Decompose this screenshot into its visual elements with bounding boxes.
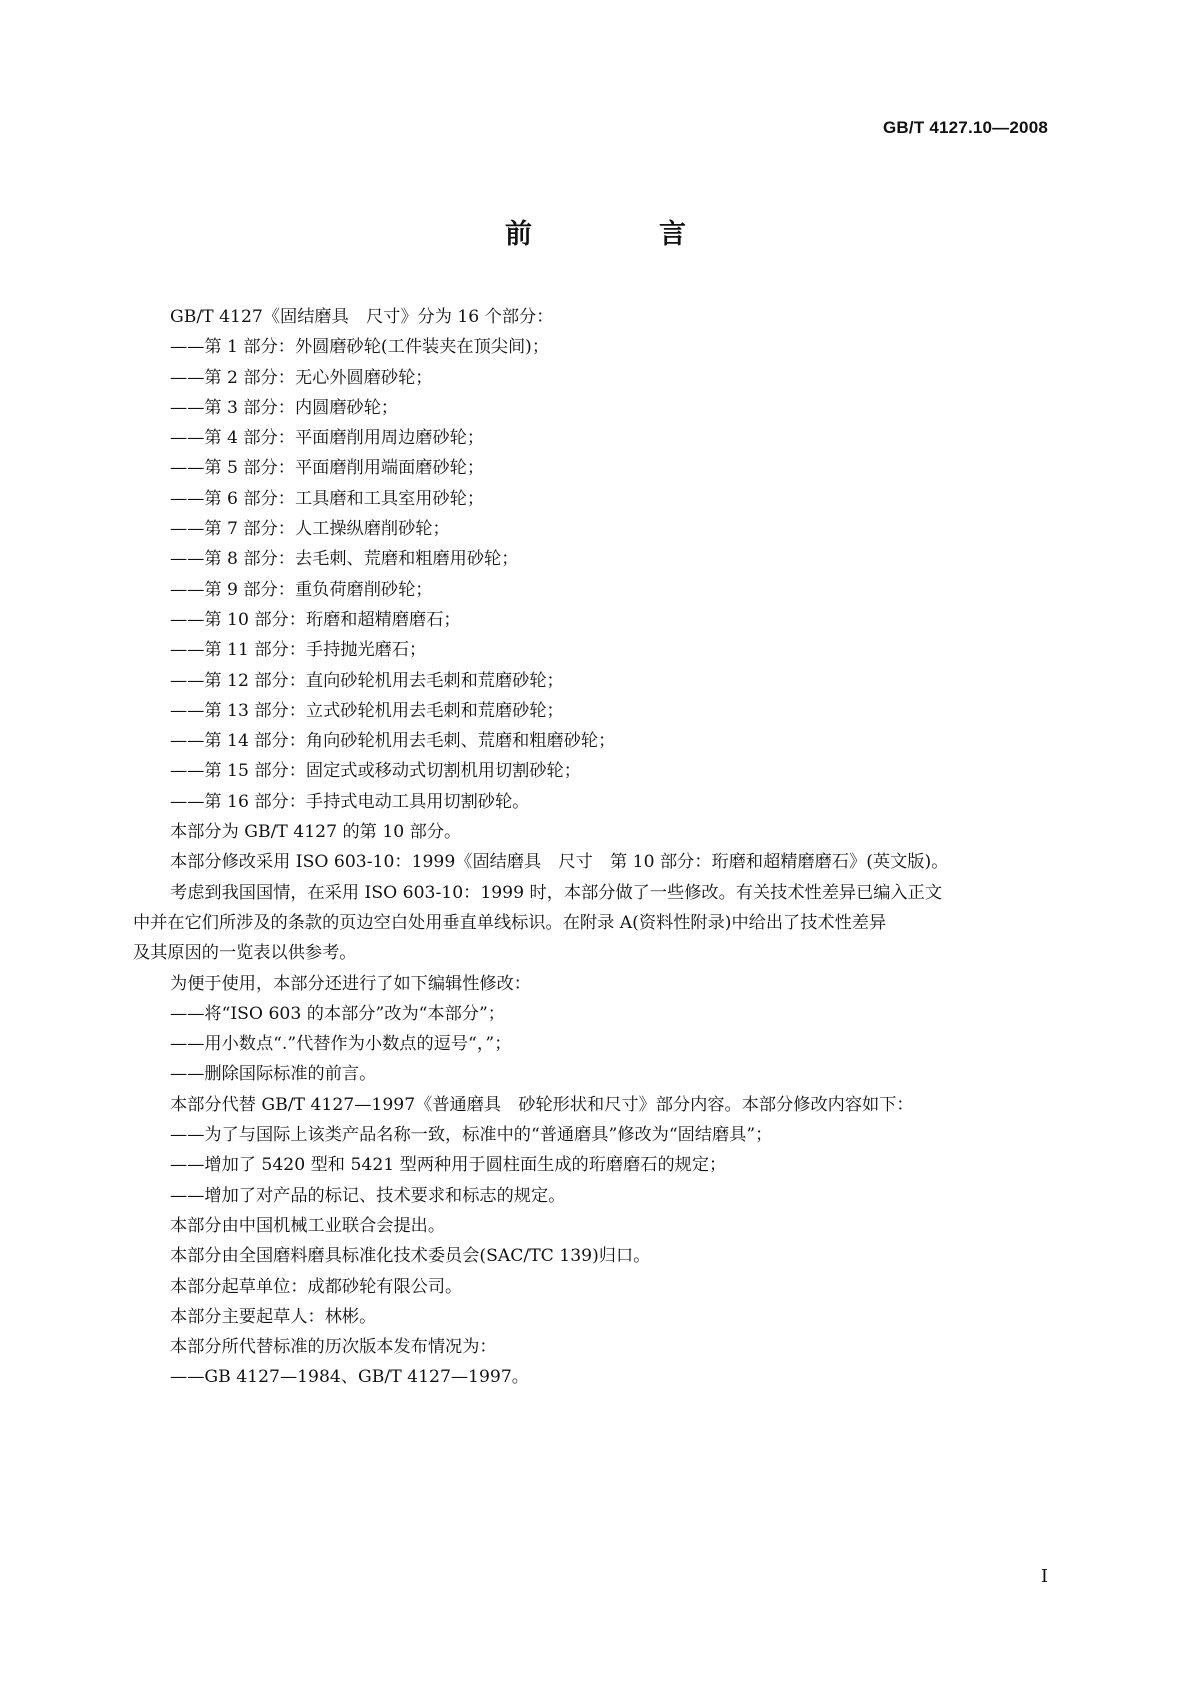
list-item: ——删除国际标准的前言。 — [170, 1064, 377, 1085]
paragraph: 本部分修改采用 ISO 603-10：1999《固结磨具 尺寸 第 10 部分：珩磨和超精磨磨石》(英文版)。 — [170, 852, 949, 873]
list-item: ——用小数点“.”代替作为小数点的逗号“，”； — [170, 1034, 512, 1055]
body-text — [133, 302, 1050, 1393]
paragraph: 本部分由中国机械工业联合会提出。 — [170, 1215, 446, 1236]
paragraph: 本部分所代替标准的历次版本发布情况为： — [170, 1337, 497, 1358]
page-title: 前 言 — [505, 219, 736, 250]
list-item: ——第 8 部分：去毛刺、荒磨和粗磨用砂轮； — [170, 549, 519, 570]
paragraph: 本部分主要起草人：林彬。 — [170, 1306, 377, 1327]
paragraph: 本部分起草单位：成都砂轮有限公司。 — [170, 1276, 463, 1297]
page-number: I — [1040, 1566, 1048, 1587]
list-item: ——第 10 部分：珩磨和超精磨磨石； — [170, 609, 461, 630]
paragraph: 本部分代替 GB/T 4127—1997《普通磨具 砂轮形状和尺寸》部分内容。本部分修改内容如下： — [170, 1094, 914, 1115]
list-item: ——增加了对产品的标记、技术要求和标志的规定。 — [170, 1185, 566, 1206]
paragraph: 本部分由全国磨料磨具标准化技术委员会(SAC/TC 139)归口。 — [170, 1246, 651, 1267]
paragraph: GB/T 4127《固结磨具 尺寸》分为 16 个部分： — [170, 307, 554, 327]
paragraph-technical-differences — [133, 878, 1050, 969]
paragraph: 本部分为 GB/T 4127 的第 10 部分。 — [170, 822, 462, 843]
standard-code: GB/T 4127.10—2008 — [883, 118, 1048, 137]
paragraph-line: 考虑到我国国情，在采用 ISO 603-10：1999 时，本部分做了一些修改。有关技术性差异已编入正文 — [170, 882, 943, 903]
list-item: ——第 16 部分：手持式电动工具用切割砂轮。 — [170, 791, 530, 812]
list-item: ——第 2 部分：无心外圆磨砂轮； — [170, 367, 433, 388]
list-item: ——第 11 部分：手持抛光磨石； — [170, 640, 427, 661]
list-item: ——第 14 部分：角向砂轮机用去毛刺、荒磨和粗磨砂轮； — [170, 731, 616, 752]
list-item: ——第 12 部分：直向砂轮机用去毛刺和荒磨砂轮； — [170, 670, 564, 691]
list-item: ——第 5 部分：平面磨削用端面磨砂轮； — [170, 458, 485, 479]
list-item: ——第 7 部分：人工操纵磨削砂轮； — [170, 519, 450, 540]
paragraph-line: 及其原因的一览表以供参考。 — [133, 943, 357, 964]
list-item: ——增加了 5420 型和 5421 型两种用于圆柱面生成的珩磨磨石的规定； — [170, 1155, 727, 1176]
list-item: ——第 3 部分：内圆磨砂轮； — [170, 397, 399, 418]
list-item: ——第 6 部分：工具磨和工具室用砂轮； — [170, 488, 485, 509]
list-item: ——为了与国际上该类产品名称一致，标准中的“普通磨具”修改为“固结磨具”； — [170, 1125, 773, 1146]
paragraph: 为便于使用，本部分还进行了如下编辑性修改： — [170, 973, 531, 994]
list-item: ——第 15 部分：固定式或移动式切割机用切割砂轮； — [170, 761, 581, 782]
list-item: ——将“ISO 603 的本部分”改为“本部分”； — [170, 1003, 505, 1024]
list-item: ——第 9 部分：重负荷磨削砂轮； — [170, 579, 433, 600]
list-item: ——第 13 部分：立式砂轮机用去毛刺和荒磨砂轮； — [170, 700, 564, 721]
list-item: ——第 4 部分：平面磨削用周边磨砂轮； — [170, 428, 485, 449]
list-item: ——GB 4127—1984、GB/T 4127—1997。 — [170, 1367, 529, 1388]
list-item: ——第 1 部分：外圆磨砂轮(工件装夹在顶尖间)； — [170, 337, 550, 358]
paragraph-line: 中并在它们所涉及的条款的页边空白处用垂直单线标识。在附录 A(资料性附录)中给出了技术性差异 — [133, 912, 887, 933]
